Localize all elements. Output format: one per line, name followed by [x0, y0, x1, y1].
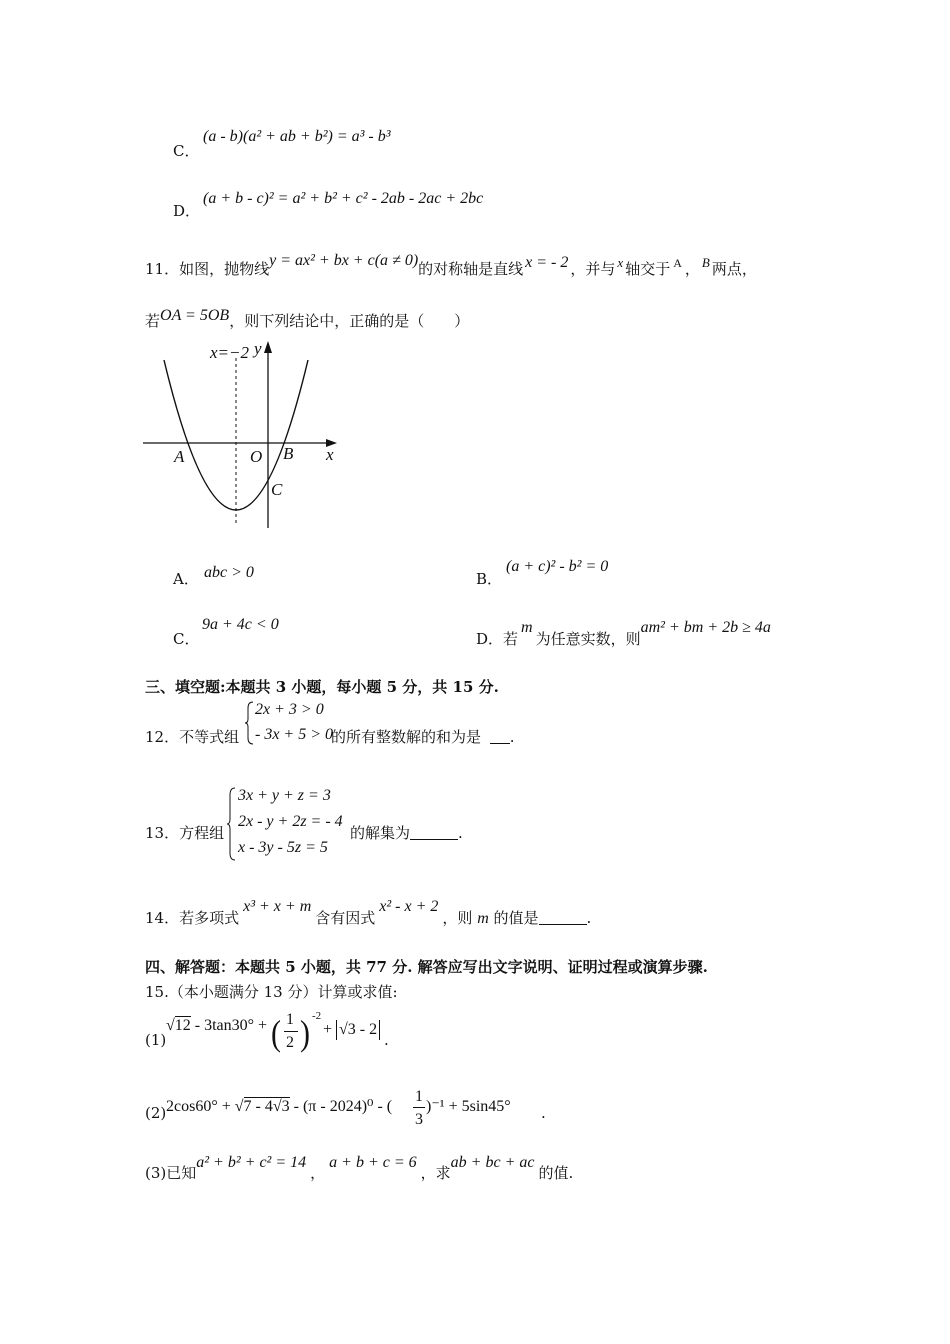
q14-text-a: 含有因式 [315, 909, 376, 927]
q13-end: . [458, 824, 463, 842]
q15-p1-exp: -2 [312, 1010, 322, 1022]
symmetry-axis-label: x=−2 [210, 343, 249, 362]
q11-line2-a: 若 [145, 312, 161, 330]
q15-p3-label: (3)已知 [145, 1164, 197, 1182]
q11-option-d-label: D．若 [476, 630, 519, 648]
q13-eq1: 3x + y + z = 3 [238, 787, 331, 804]
q11-text-d: 轴交于 [625, 260, 671, 278]
q12-end: . [509, 728, 515, 746]
q10-option-c-formula: (a - b)(a² + ab + b²) = a³ - b³ [203, 128, 391, 145]
q12-label: 12．不等式组 [145, 728, 240, 746]
q14-end: . [586, 909, 592, 927]
q15-p1-sqrt: 12 [174, 1017, 191, 1034]
q11-stem-line2 [145, 307, 470, 332]
q13-label: 13．方程组 [145, 824, 225, 842]
point-a-label: A [174, 447, 185, 466]
q13-text-body: 的解集为 [350, 824, 411, 842]
q15-p1-a: - 3tan30° + [194, 1017, 268, 1034]
q11-text-b: 的对称轴是直线 [418, 260, 524, 278]
section3-title: 三、填空题:本题共 3 小题，每小题 5 分，共 15 分. [145, 678, 499, 696]
q12-answer-blank[interactable] [490, 729, 510, 744]
q12-text-body: 的所有整数解的和为是 [331, 728, 482, 746]
q15-p3-t3: 的值. [538, 1164, 574, 1182]
q15-part2-label: (2) [145, 1104, 167, 1122]
q15-part2-expression [166, 1097, 392, 1117]
q13-brace [227, 786, 237, 862]
y-axis-label: y [254, 339, 262, 358]
q14-var-m: m [477, 910, 489, 927]
q12-eq2: - 3x + 5 > 0 [255, 726, 334, 743]
q15-p1-frac-bar [284, 1031, 298, 1032]
y-axis-arrow [264, 341, 272, 353]
q11-option-c-label: C． [173, 630, 200, 648]
q14-formula-b: x² - x + 2 [379, 898, 439, 915]
q15-p3-f2: a + b + c = 6 [329, 1154, 417, 1171]
q15-p2-frac-num: 1 [415, 1088, 423, 1105]
q11-formula-f: OA = 5OB [160, 307, 230, 324]
point-c-label: C [271, 480, 283, 499]
q13-answer-blank[interactable] [410, 825, 458, 840]
q15-p3-f1: a² + b² + c² = 14 [196, 1154, 307, 1171]
q15-p1-end: . [384, 1031, 389, 1049]
q11-option-d [476, 619, 771, 650]
q11-option-b-label: B． [476, 570, 503, 588]
q11-option-a-formula: abc > 0 [204, 564, 254, 581]
q11-formula-b: x = - 2 [525, 254, 569, 271]
q11-text-f: 两点， [711, 260, 757, 278]
q14-label: 14．若多项式 [145, 909, 240, 927]
q15-p1-paren-right: ) [300, 1013, 310, 1054]
q11-option-b-formula: (a + c)² - b² = 0 [506, 558, 609, 575]
q15-p1-frac-num: 1 [286, 1011, 294, 1028]
q15-p2-c: )⁻¹ + 5sin45° [426, 1098, 511, 1115]
q11-option-d-text: 为任意实数，则 [535, 630, 641, 648]
q13-text [350, 823, 463, 843]
sqrt-icon: √ [234, 1098, 244, 1115]
point-b-label: B [283, 444, 294, 463]
q11-number: 11． [145, 260, 180, 278]
q11-option-d-var-m: m [521, 619, 533, 636]
q15-p2-a: 2cos60° + [166, 1098, 231, 1115]
q12-text [331, 727, 515, 747]
q15-p3-t2: ，求 [420, 1164, 451, 1182]
q11-line2-b: ，则下列结论中，正确的是（ ） [229, 312, 470, 330]
q15-header: 15.（本小题满分 13 分）计算或求值: [145, 983, 398, 1001]
q15-part1-label: (1) [145, 1031, 167, 1049]
q12-brace [245, 700, 255, 746]
q13-eq3: x - 3y - 5z = 5 [238, 839, 328, 856]
q11-option-a-label: A． [173, 570, 199, 588]
section4-title: 四、解答题：本题共 5 小题，共 77 分. 解答应写出文字说明、证明过程或演算步骤. [145, 958, 708, 976]
q15-p2-frac-bar [413, 1107, 425, 1108]
x-axis-label: x [326, 445, 334, 464]
q10-option-c-label: C． [173, 142, 200, 160]
q15-p1-paren-left: ( [271, 1013, 281, 1054]
q11-option-c-formula: 9a + 4c < 0 [202, 616, 279, 633]
q15-p1-b: + [323, 1021, 333, 1038]
q15-p2-sqrt: 7 - 4√3 [243, 1098, 290, 1115]
q11-formula-a: y = ax² + bx + c(a ≠ 0) [269, 252, 419, 269]
q14-answer-blank[interactable] [539, 910, 587, 925]
q11-stem-line1 [145, 252, 757, 280]
q15-p2-end: . [541, 1104, 546, 1122]
q15-p1-abs: √3 - 2 [336, 1020, 380, 1040]
q14-text-b: ，则 [442, 909, 473, 927]
q15-p3-f3: ab + bc + ac [450, 1154, 535, 1171]
q15-p2-b: - (π - 2024)⁰ - ( [293, 1098, 393, 1115]
q15-p3-t1: ， [310, 1164, 326, 1182]
q11-formula-e: B [701, 255, 710, 270]
point-o-label: O [250, 447, 263, 466]
q15-p1-frac-den: 2 [286, 1034, 294, 1051]
q11-formula-d: A [673, 256, 682, 270]
q12-eq1: 2x + 3 > 0 [255, 701, 324, 718]
q14-line [145, 898, 592, 929]
q15-p2-frac-den: 3 [415, 1111, 423, 1128]
q11-text-a: 如图，抛物线 [179, 260, 270, 278]
q11-text-e: ， [684, 260, 700, 278]
q14-text-c: 的值是 [493, 909, 539, 927]
q15-part3 [145, 1154, 574, 1184]
q10-option-d-formula: (a + b - c)² = a² + b² + c² - 2ab - 2ac + 2bc [203, 190, 484, 207]
q13-eq2: 2x - y + 2z = - 4 [238, 813, 343, 830]
q11-formula-c: x [617, 255, 624, 270]
q15-part1-expression [166, 1016, 267, 1036]
parabola-graph [140, 338, 350, 538]
q11-text-c: ，并与 [570, 260, 616, 278]
sqrt-icon: √ [166, 1017, 175, 1034]
q14-formula-a: x³ + x + m [243, 898, 312, 915]
q10-option-d-label: D． [173, 202, 201, 220]
q11-option-d-formula: am² + bm + 2b ≥ 4a [640, 619, 771, 636]
